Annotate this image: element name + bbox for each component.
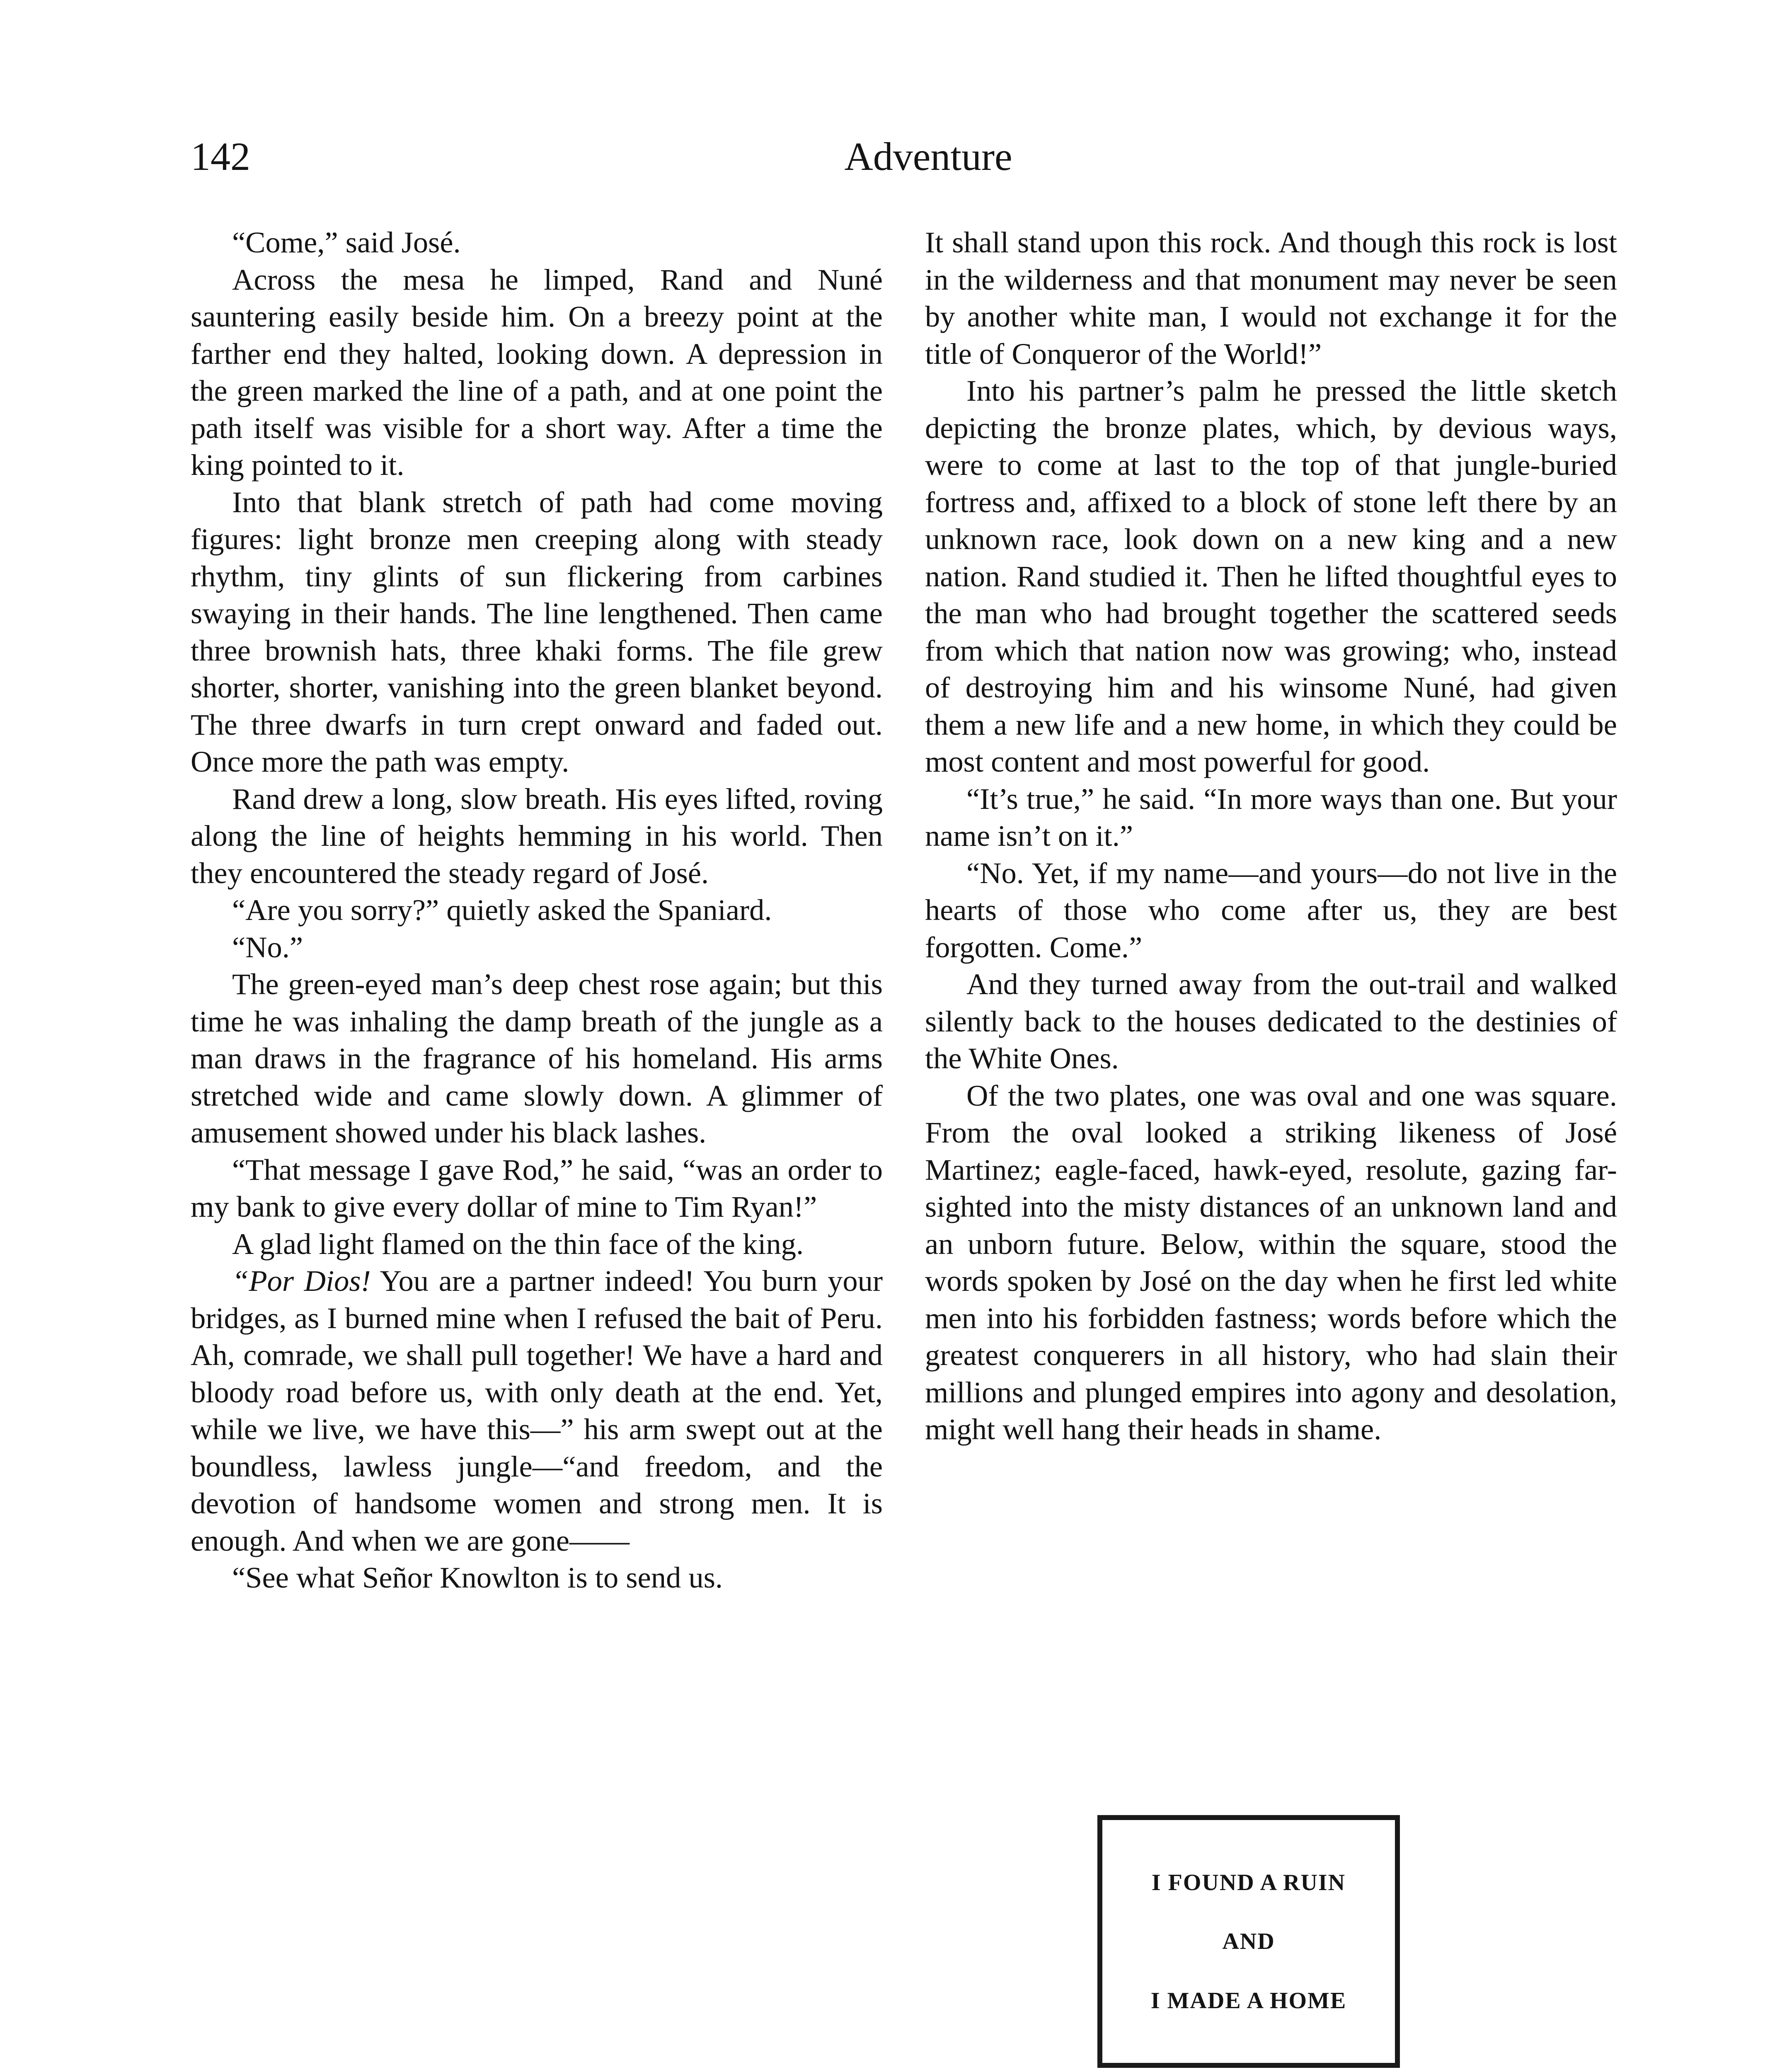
paragraph: “No. Yet, if my name—and yours—do not live in the hearts of those who come after us, they are best forgotten. Come.” xyxy=(925,856,1617,964)
paragraph: Across the mesa he limped, Rand and Nuné sauntering easily beside him. On a breezy point at the farther end they halted, looking down. A depression in the green marked the line of a path, and at one point the path itself was visible for a short way. After a time the king pointed to it. xyxy=(191,262,883,482)
italic-exclamation: “Por Dios! xyxy=(232,1264,371,1297)
paragraph: “Are you sorry?” quietly asked the Spaniard. xyxy=(232,893,772,927)
inscription-line: AND xyxy=(1222,1929,1275,1954)
paragraph: “That message I gave Rod,” he said, “was an order to my bank to give every dollar of mine to Tim Ryan!” xyxy=(191,1152,883,1223)
paragraph: And they turned away from the out-trail and walked silently back to the houses dedicated to the destinies of the White Ones. xyxy=(925,967,1617,1075)
page-header xyxy=(191,132,1666,190)
paragraph: A glad light flamed on the thin face of the king. xyxy=(232,1227,804,1261)
page-number: 142 xyxy=(191,134,250,179)
paragraph: “See what Señor Knowlton is to send us. xyxy=(232,1561,723,1594)
paragraph: “It’s true,” he said. “In more ways than one. But your name isn’t on it.” xyxy=(925,782,1617,852)
left-text-column xyxy=(191,224,883,2072)
inscription-line: I FOUND A RUIN xyxy=(1151,1869,1346,1895)
paragraph: Into that blank stretch of path had come moving figures: light bronze men creeping along with steady rhythm, tiny glints of sun flickering from carbines swaying in their hands. The line lengthened. Then came three brownish hats, three khaki forms. The file grew shorter, shorter, vanishing into the green blanket beyond. The three dwarfs in turn crept onward and faded out. Once more the path was empty. xyxy=(191,485,883,778)
paragraph: It shall stand upon this rock. And though this rock is lost in the wilderness and that monument may never be seen by another white man, I would not exchange it for the title of Conqueror of the World!” xyxy=(925,225,1617,370)
paragraph: Into his partner’s palm he pressed the little sketch depicting the bronze plates, which, by devious ways, were to come at last to the top of that jungle-buried fortress and, affixed to a block of stone left there by an unknown race, look down on a new king and a new nation. Rand studied it. Then he lifted thoughtful eyes to the man who had brought together the scattered seeds from which that nation now was growing; who, instead of destroying him and his winsome Nuné, had given them a new life and a new home, in which they could be most content and most powerful for good. xyxy=(925,374,1617,778)
plate-inscription-box xyxy=(1097,1815,1400,2068)
right-text-column xyxy=(925,224,1617,2072)
paragraph-continuation: You burn your bridges, as I burned mine when I refused the bait of Peru. Ah, comrade, we shall pull together! We have a hard and bloody road before us, with only death at the end. Yet, while we live, we have this—” his arm swept out at the boundless, lawless jungle—“and freedom, and the devotion of handsome women and strong men. It is enough. And when we are gone—— xyxy=(191,1264,883,1557)
paragraph: “No.” xyxy=(232,930,303,964)
paragraph: Of the two plates, one was oval and one was square. From the oval looked a striking likeness of José Martinez; eagle-faced, hawk-eyed, resolute, gazing far-sighted into the misty distances of an unknown land and an unborn future. Below, within the square, stood the words spoken by José on the day when he first led white men into his forbidden fastness; words before which the greatest conquerers in all history, who had slain their millions and plunged empires into agony and desolation, might well hang their heads in shame. xyxy=(925,1078,1617,1446)
paragraph: The green-eyed man’s deep chest rose again; but this time he was inhaling the damp breath of the jungle as a man draws in the fragrance of his homeland. His arms stretched wide and came slowly down. A glimmer of amusement showed under his black lashes. xyxy=(191,967,883,1149)
paragraph xyxy=(191,1262,883,1559)
paragraph: Rand drew a long, slow breath. His eyes lifted, roving along the line of heights hemming in his world. Then they encountered the steady regard of José. xyxy=(191,782,883,890)
paragraph: “Come,” said José. xyxy=(232,225,461,259)
partner-line: You are a partner indeed! xyxy=(370,1264,704,1297)
running-title: Adventure xyxy=(844,134,1012,179)
inscription-line: I MADE A HOME xyxy=(1150,1987,1347,2014)
